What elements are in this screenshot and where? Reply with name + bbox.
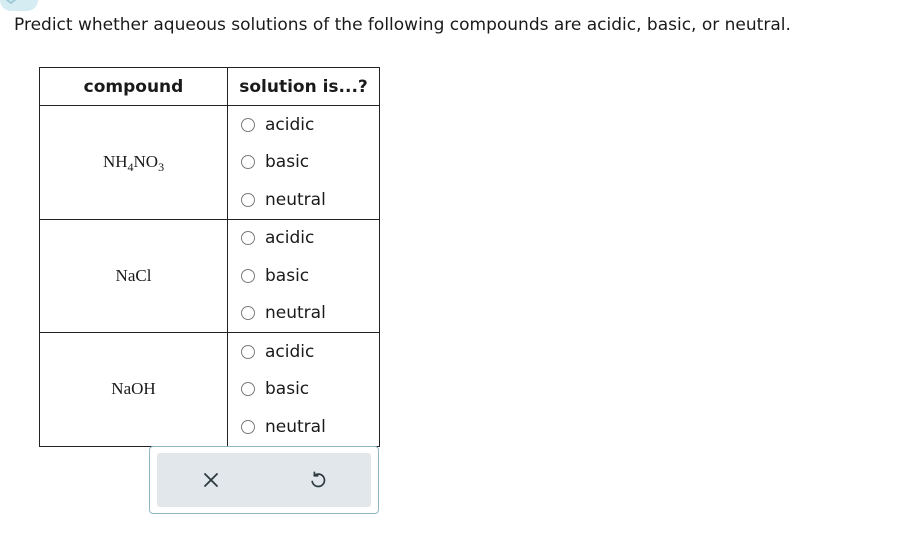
option-label: neutral bbox=[265, 416, 326, 437]
table-header-row bbox=[40, 68, 380, 106]
table-row bbox=[40, 219, 380, 333]
radio-button[interactable] bbox=[241, 345, 255, 359]
undo-button[interactable] bbox=[298, 460, 338, 500]
option-label: basic bbox=[265, 265, 310, 286]
option-label: basic bbox=[265, 152, 310, 173]
table-row bbox=[40, 106, 380, 220]
option-basic[interactable] bbox=[228, 257, 379, 295]
option-label: basic bbox=[265, 379, 310, 400]
compound-naoh: NaOH bbox=[40, 333, 228, 447]
option-basic[interactable] bbox=[228, 371, 379, 409]
radio-button[interactable] bbox=[241, 420, 255, 434]
radio-button[interactable] bbox=[241, 231, 255, 245]
formula-subscript: 3 bbox=[158, 160, 165, 175]
formula-part: NO bbox=[133, 152, 159, 172]
options-nacl bbox=[228, 219, 380, 333]
option-label: acidic bbox=[265, 341, 315, 362]
option-neutral[interactable] bbox=[228, 181, 379, 219]
option-basic[interactable] bbox=[228, 144, 379, 182]
option-neutral[interactable] bbox=[228, 295, 379, 333]
radio-button[interactable] bbox=[241, 382, 255, 396]
radio-button[interactable] bbox=[241, 193, 255, 207]
radio-button[interactable] bbox=[241, 306, 255, 320]
options-naoh bbox=[228, 333, 380, 447]
header-solution: solution is...? bbox=[228, 68, 380, 106]
answer-toolbar bbox=[149, 446, 379, 514]
compound-nacl: NaCl bbox=[40, 219, 228, 333]
radio-button[interactable] bbox=[241, 269, 255, 283]
option-acidic[interactable] bbox=[228, 220, 379, 258]
option-acidic[interactable] bbox=[228, 333, 379, 371]
option-label: neutral bbox=[265, 303, 326, 324]
options-nh4no3 bbox=[228, 106, 380, 220]
radio-button[interactable] bbox=[241, 155, 255, 169]
clear-button[interactable] bbox=[191, 460, 231, 500]
option-label: neutral bbox=[265, 189, 326, 210]
compound-nh4no3 bbox=[40, 106, 228, 220]
table-row bbox=[40, 333, 380, 447]
collapse-tab[interactable] bbox=[0, 0, 38, 11]
formula-part: NH bbox=[102, 152, 128, 172]
radio-button[interactable] bbox=[241, 118, 255, 132]
undo-icon bbox=[309, 471, 327, 489]
close-icon bbox=[203, 472, 219, 488]
option-label: acidic bbox=[265, 228, 315, 249]
chevron-down-icon bbox=[4, 0, 18, 7]
option-acidic[interactable] bbox=[228, 106, 379, 144]
toolbar-inner bbox=[157, 453, 371, 507]
question-prompt: Predict whether aqueous solutions of the following compounds are acidic, basic, or neutral. bbox=[14, 15, 791, 35]
option-neutral[interactable] bbox=[228, 408, 379, 446]
header-compound: compound bbox=[40, 68, 228, 106]
compound-table bbox=[39, 67, 380, 447]
option-label: acidic bbox=[265, 114, 315, 135]
formula-subscript: 4 bbox=[127, 160, 134, 175]
